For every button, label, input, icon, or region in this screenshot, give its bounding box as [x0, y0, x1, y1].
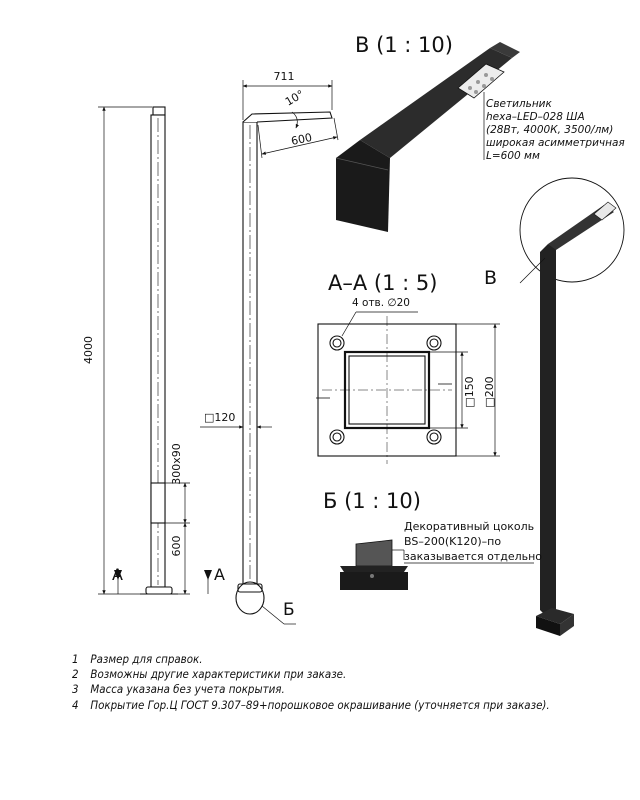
dim-inner-square: □150	[463, 376, 476, 408]
svg-text:Светильник hexa–LED–028	[486, 98, 628, 162]
note-number: 2	[72, 668, 79, 682]
side-view-dimensions	[200, 80, 338, 624]
luminaire-label-line: широкая асимметричная	[486, 137, 625, 149]
plinth-label	[404, 520, 542, 563]
svg-text:Декоративный цоколь BS–2	[404, 520, 542, 563]
dim-tilt-angle: 10°	[283, 87, 307, 109]
view-v-title: В (1 : 10)	[355, 33, 453, 57]
notes-list	[72, 652, 550, 713]
note-item	[72, 682, 550, 697]
luminaire-label-line: hexa–LED–028 ША	[486, 111, 585, 123]
dim-outer-square: □200	[483, 376, 496, 408]
callout-b: Б	[283, 600, 295, 620]
plinth-label-line: Декоративный цоколь	[404, 520, 535, 533]
note-item	[72, 652, 550, 667]
note-text: Размер для справок.	[90, 653, 203, 666]
note-item	[72, 698, 550, 713]
luminaire-label	[484, 92, 628, 162]
luminaire-label-line: L=600 мм	[486, 150, 540, 162]
dim-height: 4000	[82, 336, 95, 364]
luminaire-label-line: (28Вт, 4000К, 3500/лм)	[486, 124, 614, 136]
dim-arm-length: 600	[289, 130, 314, 148]
note-number: 3	[72, 683, 79, 697]
section-aa-title: А–А (1 : 5)	[328, 271, 438, 295]
callout-v: В	[484, 267, 498, 289]
pole-3d-view	[520, 178, 624, 636]
note-item	[72, 667, 550, 682]
plinth-label-line: BS–200(K120)–по	[404, 535, 502, 548]
base-plate-section	[316, 316, 456, 464]
dim-hatch: 300x90	[170, 443, 183, 485]
plinth-detail	[340, 540, 408, 590]
note-text: Масса указана без учета покрытия.	[90, 683, 285, 697]
plinth-label-line: заказывается отдельно	[404, 550, 543, 563]
section-label-left: А	[112, 565, 123, 584]
dim-arm-width: 711	[273, 70, 295, 83]
section-arrow-right	[204, 570, 212, 580]
front-view-pole	[140, 107, 178, 594]
luminaire-label-line: Светильник	[486, 98, 552, 110]
section-label-right: А	[214, 565, 225, 584]
dim-bolt-holes: 4 отв. ∅20	[352, 297, 410, 309]
note-text: Возможны другие характеристики при заказе.	[90, 668, 347, 682]
dim-pole-section: □120	[204, 411, 236, 424]
dim-hatch-height: 600	[170, 535, 183, 557]
view-b-title: Б (1 : 10)	[323, 489, 421, 513]
note-number: 1	[72, 653, 79, 666]
note-number: 4	[72, 698, 79, 712]
note-text: Покрытие Гор.Ц ГОСТ 9.307–89+порошковое окрашивание (уточняется при заказе).	[90, 698, 550, 712]
